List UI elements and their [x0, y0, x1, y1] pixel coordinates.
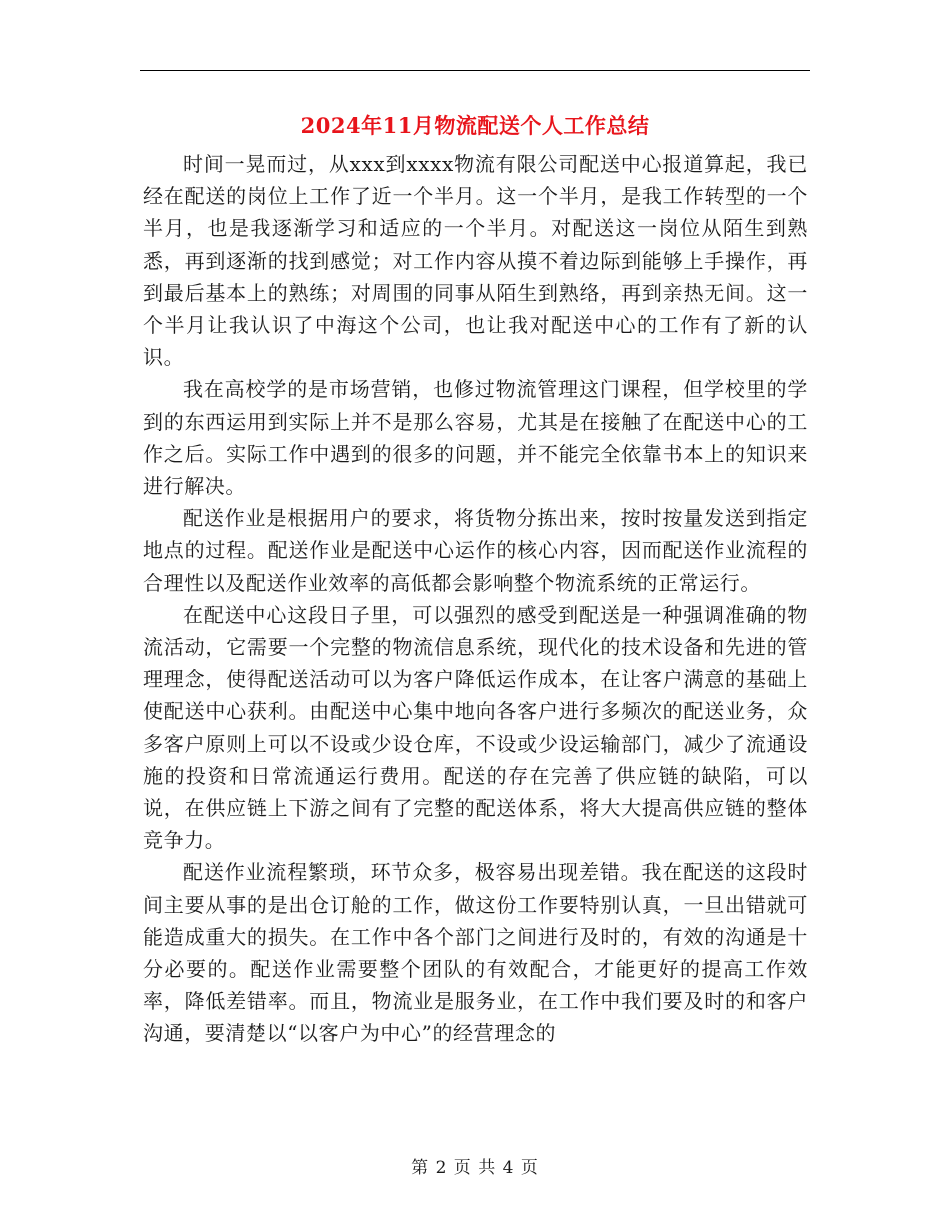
footer-middle: 页 共	[453, 1158, 497, 1178]
footer-suffix: 页	[520, 1158, 539, 1178]
page-footer	[0, 1153, 950, 1178]
footer-total-pages: 4	[502, 1158, 515, 1178]
footer-prefix: 第	[411, 1158, 430, 1178]
document-title: 2024年11月物流配送个人工作总结	[300, 113, 650, 138]
document-body	[143, 148, 808, 1050]
paragraph-3: 配送作业是根据用户的要求，将货物分拣出来，按时按量发送到指定地点的过程。配送作业是配送中心运作的核心内容，因而配送作业流程的合理性以及配送作业效率的高低都会影响整个物流系统的正常运行。	[143, 506, 808, 595]
paragraph-1: 时间一晃而过，从xxx到xxxx物流有限公司配送中心报道算起，我已经在配送的岗位上工作了近一个半月。这一个半月，是我工作转型的一个半月，也是我逐渐学习和适应的一个半月。对配送这一岗位从陌生到熟悉，再到逐渐的找到感觉；对工作内容从摸不着边际到能够上手操作，再到最后基本上的熟练；对周围的同事从陌生到熟络，再到亲热无间。这一个半月让我认识了中海这个公司，也让我对配送中心的工作有了新的认识。	[143, 152, 808, 370]
footer-current-page: 2	[435, 1158, 448, 1178]
paragraph-2: 我在高校学的是市场营销，也修过物流管理这门课程，但学校里的学到的东西运用到实际上并不是那么容易，尤其是在接触了在配送中心的工作之后。实际工作中遇到的很多的问题，并不能完全依靠书本上的知识来进行解决。	[143, 377, 808, 499]
paragraph-4: 在配送中心这段日子里，可以强烈的感受到配送是一种强调准确的物流活动，它需要一个完整的物流信息系统，现代化的技术设备和先进的管理理念，使得配送活动可以为客户降低运作成本，在让客户满意的基础上使配送中心获利。由配送中心集中地向各客户进行多频次的配送业务，众多客户原则上可以不设或少设仓库，不设或少设运输部门，减少了流通设施的投资和日常流通运行费用。配送的存在完善了供应链的缺陷，可以说，在供应链上下游之间有了完整的配送体系，将大大提高供应链的整体竞争力。	[143, 602, 808, 853]
header-rule	[140, 70, 810, 71]
paragraph-5: 配送作业流程繁琐，环节众多，极容易出现差错。我在配送的这段时间主要从事的是出仓订舱的工作，做这份工作要特别认真，一旦出错就可能造成重大的损失。在工作中各个部门之间进行及时的，有效的沟通是十分必要的。配送作业需要整个团队的有效配合，才能更好的提高工作效率，降低差错率。而且，物流业是服务业，在工作中我们要及时的和客户沟通，要清楚以“以客户为中心”的经营理念的	[143, 860, 808, 1046]
